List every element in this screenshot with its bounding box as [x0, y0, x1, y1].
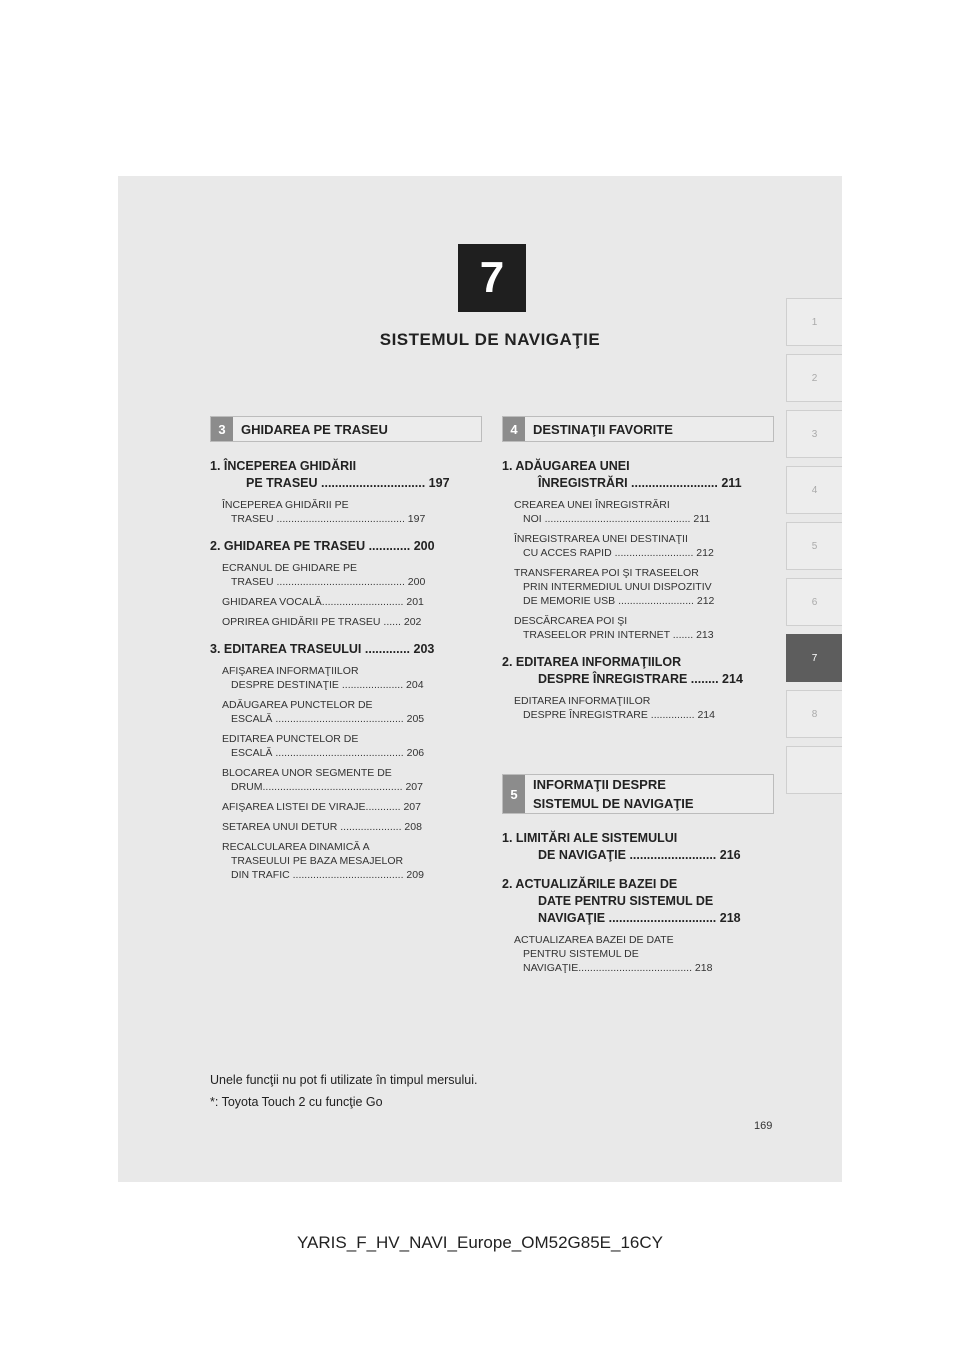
toc-subentry[interactable] — [222, 800, 482, 814]
side-tab-empty[interactable] — [786, 746, 842, 794]
toc-subentry[interactable] — [222, 820, 482, 834]
toc-entry-line: DESPRE ÎNREGISTRARE ........ 214 — [538, 672, 743, 686]
section-3 — [210, 416, 482, 888]
section-4 — [502, 416, 774, 728]
toc-entries — [502, 458, 774, 722]
toc-subentry-line: EDITAREA INFORMAŢIILOR — [514, 695, 651, 707]
chapter-side-tabs — [786, 298, 842, 802]
toc-subentry[interactable] — [514, 566, 774, 608]
side-tab-8[interactable]: 8 — [786, 690, 842, 738]
toc-subentry[interactable] — [514, 532, 774, 560]
toc-subentry-line: ADĂUGAREA PUNCTELOR DE — [222, 699, 373, 711]
toc-entry[interactable] — [210, 538, 482, 555]
section-number: 5 — [503, 775, 525, 813]
toc-subentry[interactable] — [514, 498, 774, 526]
toc-entry[interactable] — [502, 458, 774, 492]
toc-entry-line: 1. ÎNCEPEREA GHIDĂRII — [210, 459, 357, 473]
footnote-driving: Unele funcţii nu pot fi utilizate în timpul mersului. — [210, 1073, 478, 1087]
section-number: 3 — [211, 417, 233, 441]
toc-entry-line: 1. LIMITĂRI ALE SISTEMULUI — [502, 831, 678, 845]
footnotes — [210, 1073, 478, 1117]
toc-entry[interactable] — [502, 876, 774, 927]
toc-subentry-line: NAVIGAŢIE....................................... 218 — [523, 962, 713, 974]
toc-entry-line: 2. EDITAREA INFORMAŢIILOR — [502, 655, 682, 669]
toc-subentry-line: AFIŞAREA INFORMAŢIILOR — [222, 665, 359, 677]
chapter-title: SISTEMUL DE NAVIGAŢIE — [379, 330, 601, 349]
toc-entries — [210, 458, 482, 882]
toc-entry[interactable] — [502, 830, 774, 864]
side-tab-3[interactable]: 3 — [786, 410, 842, 458]
toc-subentry-line: AFIŞAREA LISTEI DE VIRAJE............ 207 — [222, 801, 421, 813]
toc-subentry[interactable] — [514, 694, 774, 722]
section-header — [210, 416, 482, 442]
toc-subentry-line: GHIDAREA VOCALĂ............................ 201 — [222, 596, 424, 608]
section-title — [525, 775, 694, 813]
toc-subentries — [502, 694, 774, 722]
side-tab-1[interactable]: 1 — [786, 298, 842, 346]
toc-entry-line: 3. EDITAREA TRASEULUI ............. 203 — [210, 642, 435, 656]
toc-subentry[interactable] — [514, 933, 774, 975]
section-number: 4 — [503, 417, 525, 441]
toc-entry[interactable] — [210, 458, 482, 492]
toc-subentry[interactable] — [222, 840, 482, 882]
toc-subentries — [502, 498, 774, 642]
toc-subentry-line: SETAREA UNUI DETUR ..................... 208 — [222, 821, 422, 833]
toc-subentry-line: CU ACCES RAPID ........................... 212 — [523, 547, 714, 559]
chapter-number-box: 7 — [458, 244, 526, 312]
toc-entry-line: 1. ADĂUGAREA UNEI — [502, 459, 630, 473]
toc-entry-line: 2. ACTUALIZĂRILE BAZEI DE — [502, 877, 678, 891]
section-header — [502, 416, 774, 442]
toc-subentry-line: RECALCULAREA DINAMICĂ A — [222, 841, 370, 853]
side-tab-7-active[interactable]: 7 — [786, 634, 842, 682]
toc-subentry-line: DESPRE DESTINAŢIE ..................... 204 — [231, 679, 424, 691]
toc-subentry-line: TRANSFERAREA POI ŞI TRASEELOR — [514, 567, 699, 579]
toc-subentry-line: CREAREA UNEI ÎNREGISTRĂRI — [514, 499, 670, 511]
toc-entry-line: DATE PENTRU SISTEMUL DE — [538, 894, 714, 908]
toc-subentry-line: OPRIREA GHIDĂRII PE TRASEU ...... 202 — [222, 616, 422, 628]
toc-subentry[interactable] — [222, 595, 482, 609]
side-tab-5[interactable]: 5 — [786, 522, 842, 570]
section-title: GHIDAREA PE TRASEU — [241, 421, 388, 437]
toc-subentry-line: DESCĂRCAREA POI ŞI — [514, 615, 628, 627]
toc-subentry-line: TRASEELOR PRIN INTERNET ....... 213 — [523, 629, 714, 641]
toc-subentry-line: TRASEULUI PE BAZA MESAJELOR — [231, 855, 404, 867]
toc-subentry-line: EDITAREA PUNCTELOR DE — [222, 733, 359, 745]
toc-subentry[interactable] — [222, 498, 482, 526]
toc-subentry[interactable] — [222, 698, 482, 726]
toc-subentries — [210, 498, 482, 526]
toc-subentry-line: DRUM................................................ 207 — [231, 781, 423, 793]
toc-entry-line: ÎNREGISTRĂRI ......................... 211 — [538, 476, 742, 490]
toc-entry[interactable] — [502, 654, 774, 688]
toc-entry-line: 2. GHIDAREA PE TRASEU ............ 200 — [210, 539, 435, 553]
side-tab-6[interactable]: 6 — [786, 578, 842, 626]
toc-subentry[interactable] — [514, 614, 774, 642]
toc-subentry[interactable] — [222, 766, 482, 794]
section-title: DESTINAŢII FAVORITE — [533, 421, 673, 437]
side-tab-4[interactable]: 4 — [786, 466, 842, 514]
toc-subentry-line: ESCALĂ ............................................ 205 — [231, 713, 425, 725]
toc-subentry[interactable] — [222, 561, 482, 589]
section-5 — [502, 774, 774, 981]
toc-subentry-line: TRASEU ............................................ 197 — [231, 513, 426, 525]
toc-subentries — [210, 561, 482, 629]
toc-subentries — [502, 933, 774, 975]
section-title-line2: SISTEMUL DE NAVIGAŢIE — [533, 796, 694, 811]
toc-entry-line: PE TRASEU .............................. 197 — [246, 476, 450, 490]
toc-subentry-line: ACTUALIZAREA BAZEI DE DATE — [514, 934, 674, 946]
toc-subentry-line: DESPRE ÎNREGISTRARE ............... 214 — [523, 709, 715, 721]
toc-subentry-line: DE MEMORIE USB .......................... 212 — [523, 595, 715, 607]
toc-subentry-line: ÎNREGISTRAREA UNEI DESTINAŢII — [514, 533, 688, 545]
toc-subentry-line: ESCALĂ ............................................ 206 — [231, 747, 425, 759]
toc-subentries — [210, 664, 482, 882]
section-header — [502, 774, 774, 814]
toc-subentry-line: PRIN INTERMEDIUL UNUI DISPOZITIV — [523, 581, 712, 593]
toc-entry-line: NAVIGAŢIE ............................... 218 — [538, 911, 741, 925]
side-tab-2[interactable]: 2 — [786, 354, 842, 402]
toc-subentry-line: NOI .................................................. 211 — [523, 513, 711, 525]
toc-subentry-line: ÎNCEPEREA GHIDĂRII PE — [222, 499, 349, 511]
page-number: 169 — [754, 1120, 773, 1132]
toc-subentry[interactable] — [222, 732, 482, 760]
toc-entry-line: DE NAVIGAŢIE ......................... 216 — [538, 848, 741, 862]
footnote-asterisk: *: Toyota Touch 2 cu funcţie Go — [210, 1095, 383, 1109]
toc-subentry-line: BLOCAREA UNOR SEGMENTE DE — [222, 767, 392, 779]
toc-subentry[interactable] — [222, 615, 482, 629]
toc-entry[interactable] — [210, 641, 482, 658]
toc-subentry-line: DIN TRAFIC ...................................... 209 — [231, 869, 424, 881]
toc-subentry-line: PENTRU SISTEMUL DE — [523, 948, 639, 960]
toc-subentry[interactable] — [222, 664, 482, 692]
section-title-line1: INFORMAŢII DESPRE — [533, 777, 666, 792]
toc-subentry-line: ECRANUL DE GHIDARE PE — [222, 562, 357, 574]
toc-subentry-line: TRASEU ............................................ 200 — [231, 576, 426, 588]
document-code: YARIS_F_HV_NAVI_Europe_OM52G85E_16CY — [296, 1233, 663, 1252]
toc-entries — [502, 830, 774, 975]
